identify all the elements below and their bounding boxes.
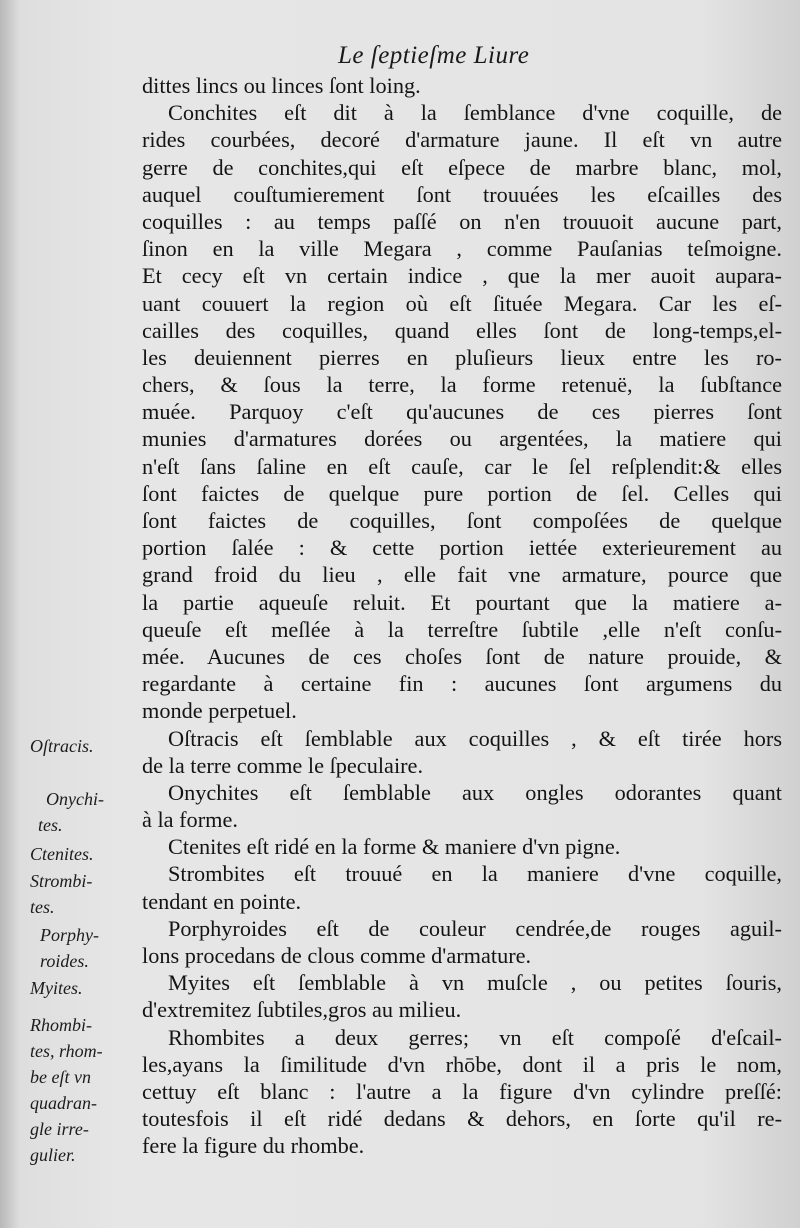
text-line: n'eſt ſans ſaline en eſt cauſe, car le ſel reſplendit:& elles xyxy=(142,453,782,479)
main-text-column xyxy=(142,72,782,1160)
margin-note-porphyroides xyxy=(40,922,150,974)
margin-note-onychites xyxy=(38,786,156,838)
text-line: muée. Parquoy c'eſt qu'aucunes de ces pierres ſont xyxy=(142,399,782,425)
text-line: Porphyroides eſt de couleur cendrée,de rouges aguil- xyxy=(168,915,782,941)
text-line: rides courbées, decoré d'armature jaune. Il eſt vn autre xyxy=(142,127,782,153)
margin-note-line: Porphy- xyxy=(40,925,99,945)
text-line: Myites eſt ſemblable à vn muſcle , ou petites ſouris, xyxy=(168,970,782,996)
text-line: cettuy eſt blanc : l'autre a la figure d'vn cylindre preſſé: xyxy=(142,1078,782,1104)
text-line: dittes lincs ou linces ſont loing. xyxy=(142,73,421,98)
text-line: cailles des coquilles, quand elles ſont de long-temps,el- xyxy=(142,317,782,343)
margin-note-line: tes, rhom- xyxy=(30,1041,103,1061)
text-lines xyxy=(142,72,782,1160)
margin-note-line: gle irre- xyxy=(30,1119,89,1139)
margin-note-line: Myites. xyxy=(30,978,83,998)
text-line: Strombites eſt trouué en la maniere d'vne coquille, xyxy=(168,861,782,887)
text-line: d'extremitez ſubtiles,gros au milieu. xyxy=(142,997,462,1023)
text-line: queuſe eſt meſlée à la terreſtre ſubtile ,elle n'eſt conſu- xyxy=(142,616,782,642)
text-line: ſont faictes de coquilles, ſont compoſées de quelque xyxy=(142,508,782,533)
margin-note-ctenites xyxy=(30,841,140,867)
text-line: ſont faictes de quelque pure portion de ſel. Celles qui xyxy=(142,480,782,506)
margin-note-ostracis xyxy=(30,733,140,759)
text-line: Oſtracis eſt ſemblable aux coquilles , & eſt tirée hors xyxy=(168,725,782,751)
text-line: Rhombites a deux gerres; vn eſt compoſé d'eſcail- xyxy=(168,1024,782,1050)
text-line: Onychites eſt ſemblable aux ongles odorantes quant xyxy=(168,779,782,805)
text-line: grand froid du lieu , elle fait vne armature, pource que xyxy=(142,562,782,588)
text-line: Conchites eſt dit à la ſemblance d'vne coquille, de xyxy=(168,100,782,126)
text-line: toutesfois il eſt ridé dedans & dehors, en ſorte qu'il re- xyxy=(142,1106,782,1132)
margin-note-line: tes. xyxy=(38,815,63,835)
text-line: lons procedans de clous comme d'armature. xyxy=(142,943,532,968)
text-line: ſinon en la ville Megara , comme Pauſanias teſmoigne. xyxy=(142,236,782,262)
text-line: mée. Aucunes de ces choſes ſont de nature prouide, & xyxy=(142,643,782,669)
text-line: auquel couſtumierement ſont trouuées les eſcailles des xyxy=(142,181,782,207)
margin-note-line: Onychi- xyxy=(46,789,104,809)
margin-note-strombites xyxy=(30,868,140,920)
margin-note-line: Strombi- xyxy=(30,871,93,891)
margin-note-line: Ctenites. xyxy=(30,844,94,864)
running-header: Le ſeptieſme Liure xyxy=(338,42,530,69)
margin-note-line: be eſt vn xyxy=(30,1067,91,1087)
text-line: regardante à certaine fin : aucunes ſont argumens du xyxy=(142,671,782,697)
margin-note-line: Rhombi- xyxy=(30,1015,92,1035)
text-line: coquilles : au temps paſſé on n'en trouuoit aucune part, xyxy=(142,208,782,234)
margin-note-rhombites xyxy=(30,1012,140,1168)
text-line: munies d'armatures dorées ou argentées, la matiere qui xyxy=(142,426,782,452)
text-line: portion ſalée : & cette portion iettée exterieurement au xyxy=(142,535,782,561)
text-line: chers, & ſous la terre, la forme retenuë, la ſubſtance xyxy=(142,372,782,398)
text-line: uant couuert la region où eſt ſituée Megara. Car les eſ- xyxy=(142,290,782,316)
text-line: tendant en pointe. xyxy=(142,888,302,914)
margin-note-line: gulier. xyxy=(30,1145,76,1165)
text-line: fere la figure du rhombe. xyxy=(142,1133,365,1159)
text-line: la partie aqueuſe reluit. Et pourtant que la matiere a- xyxy=(142,589,782,615)
margin-note-line: tes. xyxy=(30,897,55,917)
text-line: de la terre comme le ſpeculaire. xyxy=(142,752,424,778)
margin-note-line: quadran- xyxy=(30,1093,97,1113)
text-line: les deuiennent pierres en pluſieurs lieux entre les ro- xyxy=(142,344,782,370)
text-line: Ctenites eſt ridé en la forme & maniere d'vn pigne. xyxy=(168,834,621,860)
text-line: monde perpetuel. xyxy=(142,698,297,724)
text-line: les,ayans la ſimilitude d'vn rhōbe, dont il a pris le nom, xyxy=(142,1051,782,1077)
text-line: à la forme. xyxy=(142,807,238,833)
text-line: Et cecy eſt vn certain indice , que la mer auoit aupara- xyxy=(142,263,782,289)
margin-note-line: roides. xyxy=(40,951,89,971)
margin-note-myites xyxy=(30,975,140,1001)
margin-note-line: Oſtracis. xyxy=(30,736,94,756)
text-line: gerre de conchites,qui eſt eſpece de marbre blanc, mol, xyxy=(142,154,782,180)
